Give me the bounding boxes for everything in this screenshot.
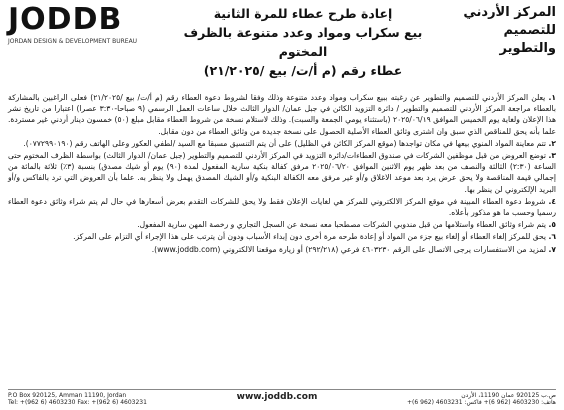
item-text: يتم شراء وثائق العطاء واستلامها من قبل مندوبي الشركات مصطحبا معه نسخة عن السجل التجاري و رخصة المهن سارية المفعول. (137, 220, 547, 230)
announcement-title (158, 4, 448, 80)
item-number: ٢. (548, 138, 556, 148)
list-item (8, 150, 556, 195)
list-item (8, 231, 556, 242)
item-text: يحق للمركز إلغاء العطاء أو إلغاء بيع جزء من المواد أو إعادة طرحه مرة أخرى دون إبداء الأسباب ودون أن يترتب على هذا الإجراء أي التزام على المركز. (73, 232, 547, 242)
list-item (8, 244, 556, 255)
title-line-3: عطاء رقم (م أ/ت/ بيع /٢١/٢٠٢٥) (203, 63, 403, 78)
footer-address-ar: ص.ب 920125 عمان 11190، الأردن (461, 392, 556, 399)
item-text: يعلن المركز الأردني للتصميم والتطوير عن رغبته ببيع سكراب ومواد وعدد متنوعة وذلك وفقا لشروط دعوة العطاء رقم (م أ/ت/ بيع /٢١/٢٠٢٥) فعلى الراغبين بالمشاركة بالعطاء مراجعة المركز الأردني للتصميم والتطوير / دائرة التزويد الكائن في جبل عمان/ الدوار الثالث خلال ساعات العمل الرسمي (٩ صباحا-٣:٣٠ عصرا) اعتبارا من تاريخ نشر هذا الإعلان ولغاية يوم الخميس الموافق ٢٠٢٥/٠٦/١٩ (باستثناء يومي الجمعة والسبت). وذلك لاستلام نسخة من شروط العطاء مقابل مبلغ (٥٠) خمسون دينار أردني غير مستردة. علما بأنه يحق للمناقص الذي سبق وان اشترى وثائق العطاء الأصلية الحصول على نسخة جديدة من وثائق العطاء من دون مقابل. (8, 93, 556, 136)
announcement-body (8, 92, 556, 255)
item-number: ٧. (548, 244, 556, 254)
title-line-2: بيع سكراب ومواد وعدد متنوعة بالظرف المختوم (183, 25, 423, 59)
item-number: ١. (548, 93, 556, 102)
organization-line-2: للتصميم والتطوير (499, 23, 556, 56)
logo-subtitle: JORDAN DESIGN & DEVELOPMENT BUREAU (8, 38, 138, 45)
item-number: ٦. (548, 232, 556, 242)
footer-divider (8, 389, 556, 390)
list-item (8, 219, 556, 230)
item-text: تتم معاينة المواد المنوي بيعها في مكان تواجدها (موقع المركز الكائن في الظليل) على أن يتم التنسيق مسبقا مع السيد /لطفي العكور وعلى الهاتف رقم (٠٧٧٢٩٩٠١٩٠). (23, 138, 547, 148)
item-text: لمزيد من الاستفسارات يرجى الاتصال على الرقم ٤٦٠٣٢٣٠ فرعي (٢٩٢/٢١٨) أو زيارة موقعنا الالكتروني (www.joddb.com). (151, 244, 547, 254)
item-number: ٥. (548, 220, 556, 230)
list-item (8, 196, 556, 218)
logo-text: JODDB (8, 2, 123, 37)
list-item (8, 138, 556, 149)
footer (8, 389, 556, 406)
organization-name (448, 4, 556, 58)
organization-line-1: المركز الأردني (463, 5, 556, 20)
header (8, 4, 556, 90)
logo (8, 4, 158, 58)
title-line-1: إعادة طرح عطاء للمرة الثانية (213, 6, 393, 21)
item-text: شروط دعوة العطاء المبينة في موقع المركز الالكتروني للمركز هي لغايات الإعلان فقط ولا يحق للشركات التقدم بعرض أسعارها في حال لم يتم شراء وثائق دعوة العطاء رسميا وحسب ما هو مذكور بأعلاه. (8, 196, 556, 218)
footer-address: P.O Box 920125, Amman 11190, Jordan (8, 392, 127, 399)
item-number: ٣. (548, 151, 556, 161)
footer-phones: Tel: +(962 6) 4603230 Fax: +(962 6) 4603231 (8, 399, 147, 406)
list-item (8, 92, 556, 137)
item-text: توضع العروض من قبل موظفين الشركات في صندوق العطاءات/دائرة التزويد في المركز الأردني للتصميم والتطوير (جبل عمان/ الدوار الثالث) بواسطة الظرف المختوم حتى الساعة (٢:٣٠) الثالثة والنصف من بعد ظهر يوم الاثنين الموافق ٢٠٢٥/٠٦/٢٠ مرفق كفالة بنكية سارية المفعول لمدة (٩٠) يوم أو شيك مصدق) بنسبة (٣٪) ثلاثة بالمائة من إجمالي قيمة المناقصة ولا يحق عرض يرد بعد موعد الاغلاق و/أو غير مرفق معه الكفالة البنكية و/أو الشيك المصدق يهمل ولا ينظر به. علما بأن العروض التي ترد بالفاكس و/أو البريد الإلكتروني لن ينظر بها. (8, 151, 557, 194)
website-link[interactable]: www.joddb.com (236, 392, 318, 402)
item-number: ٤. (548, 196, 556, 206)
footer-phones-ar: هاتف: 4603230 (962 6)+ فاكس: 4603231 (962 6)+ (407, 399, 556, 406)
